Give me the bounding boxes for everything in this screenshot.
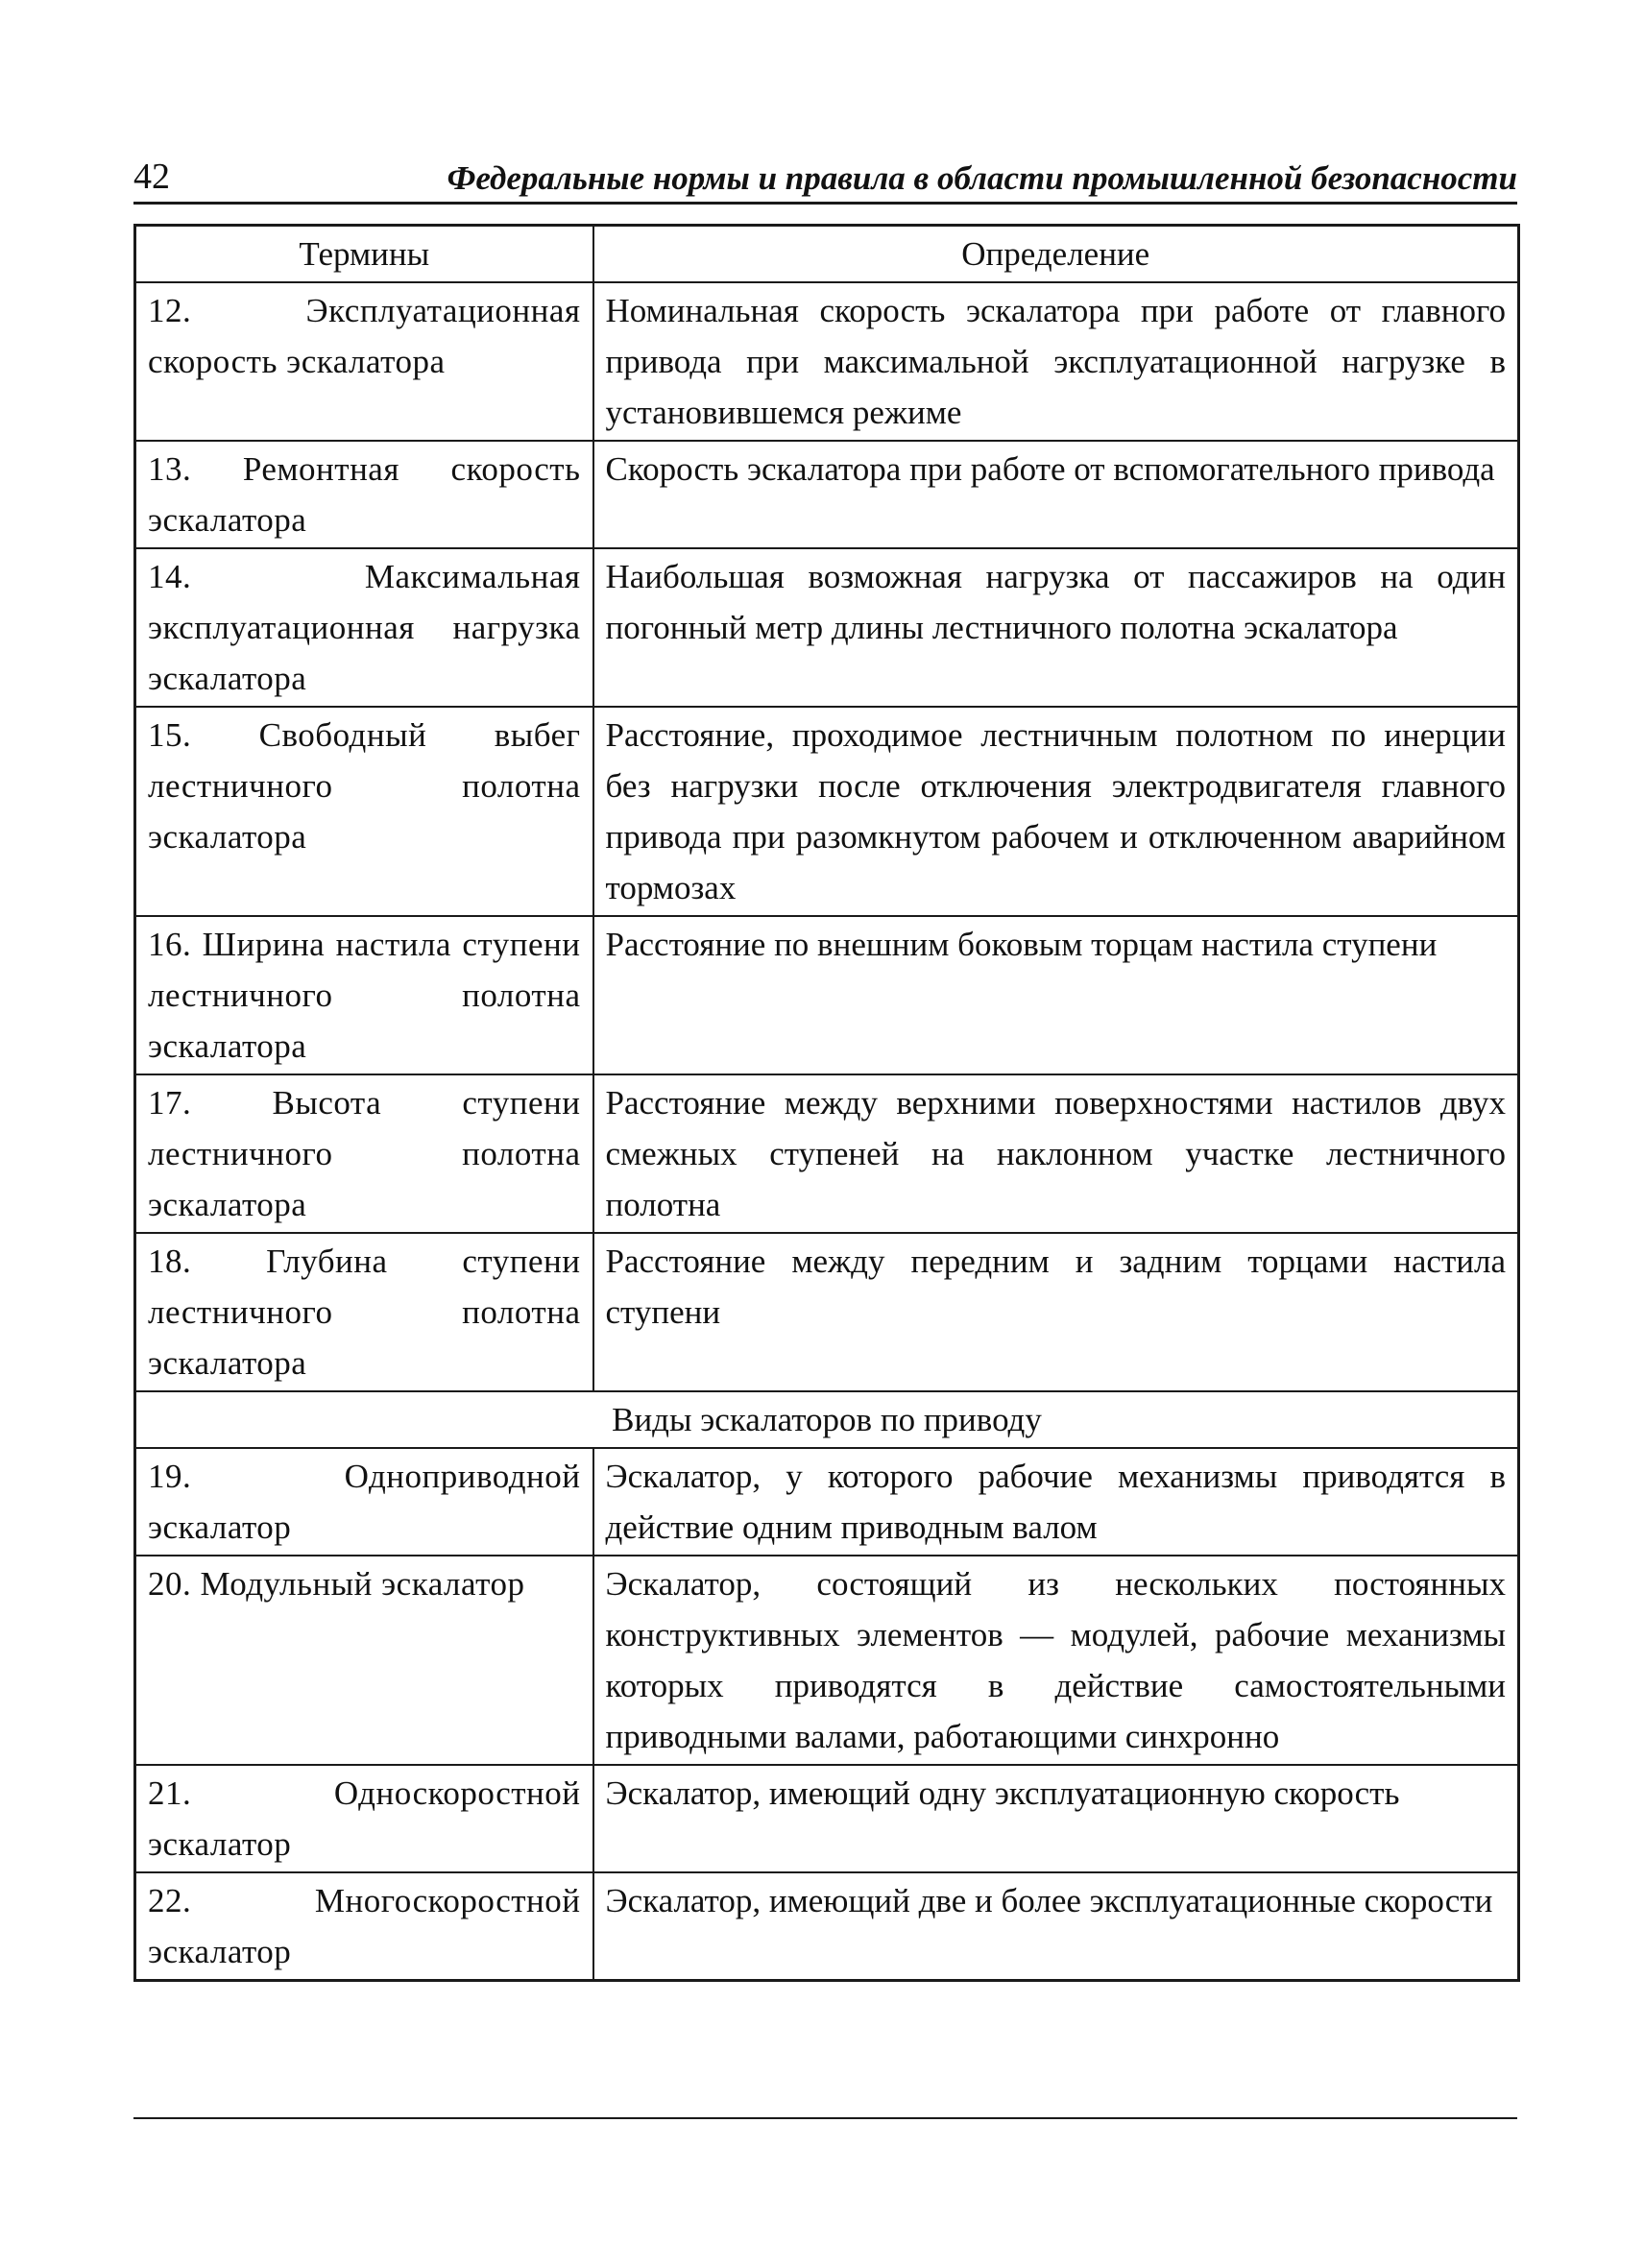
definition-cell: Наибольшая возможная нагрузка от пассажиров на один погонный метр длины лестничного полотна эскалатора xyxy=(593,548,1519,707)
term-cell: 17. Высота ступени лестничного полотна эскалатора xyxy=(135,1074,593,1233)
table-row xyxy=(135,1872,1519,1981)
definition-cell: Расстояние между верхними поверхностями настилов двух смежных ступеней на наклонном участке лестничного полотна xyxy=(593,1074,1519,1233)
definition-cell: Номинальная скорость эскалатора при работе от главного привода при максимальной эксплуатационной нагрузке в установившемся режиме xyxy=(593,282,1519,441)
table-row xyxy=(135,441,1519,548)
definition-cell: Эскалатор, имеющий две и более эксплуатационные скорости xyxy=(593,1872,1519,1981)
table-row xyxy=(135,282,1519,441)
section-row xyxy=(135,1391,1519,1448)
table-row xyxy=(135,1556,1519,1765)
term-cell: 22. Многоскоростной эскалатор xyxy=(135,1872,593,1981)
table-row xyxy=(135,916,1519,1074)
term-cell: 20. Модульный эскалатор xyxy=(135,1556,593,1765)
page-number: 42 xyxy=(133,157,170,197)
terms-table xyxy=(133,224,1520,1982)
footer-divider xyxy=(133,2117,1517,2119)
term-cell: 18. Глубина ступени лестничного полотна эскалатора xyxy=(135,1233,593,1391)
column-header-definition: Определение xyxy=(593,226,1519,283)
definition-cell: Расстояние, проходимое лестничным полотном по инерции без нагрузки после отключения электродвигателя главного привода при разомкнутом рабочем и отключенном аварийном тормозах xyxy=(593,707,1519,916)
term-cell: 15. Свободный выбег лестничного полотна эскалатора xyxy=(135,707,593,916)
term-cell: 19. Одноприводной эскалатор xyxy=(135,1448,593,1556)
table-row xyxy=(135,1765,1519,1872)
table-row xyxy=(135,1074,1519,1233)
term-cell: 16. Ширина настила ступени лестничного полотна эскалатора xyxy=(135,916,593,1074)
definition-cell: Эскалатор, имеющий одну эксплуатационную скорость xyxy=(593,1765,1519,1872)
definition-cell: Расстояние между передним и задним торцами настила ступени xyxy=(593,1233,1519,1391)
section-title: Виды эскалаторов по приводу xyxy=(135,1391,1519,1448)
term-cell: 14. Максимальная эксплуатационная нагрузка эскалатора xyxy=(135,548,593,707)
table-row xyxy=(135,548,1519,707)
page-header xyxy=(133,142,1517,205)
definition-cell: Скорость эскалатора при работе от вспомогательного привода xyxy=(593,441,1519,548)
term-cell: 21. Односкоростной эскалатор xyxy=(135,1765,593,1872)
table-row xyxy=(135,1448,1519,1556)
table-header-row xyxy=(135,226,1519,283)
definition-cell: Расстояние по внешним боковым торцам настила ступени xyxy=(593,916,1519,1074)
column-header-terms: Термины xyxy=(135,226,593,283)
definition-cell: Эскалатор, у которого рабочие механизмы приводятся в действие одним приводным валом xyxy=(593,1448,1519,1556)
running-title: Федеральные нормы и правила в области промышленной безопасности xyxy=(447,159,1517,197)
term-cell: 13. Ремонтная скорость эскалатора xyxy=(135,441,593,548)
table-row xyxy=(135,707,1519,916)
term-cell: 12. Эксплуатационная скорость эскалатора xyxy=(135,282,593,441)
definition-cell: Эскалатор, состоящий из нескольких постоянных конструктивных элементов — модулей, рабочие механизмы которых приводятся в действие самостоятельными приводными валами, работающими синхронно xyxy=(593,1556,1519,1765)
table-row xyxy=(135,1233,1519,1391)
